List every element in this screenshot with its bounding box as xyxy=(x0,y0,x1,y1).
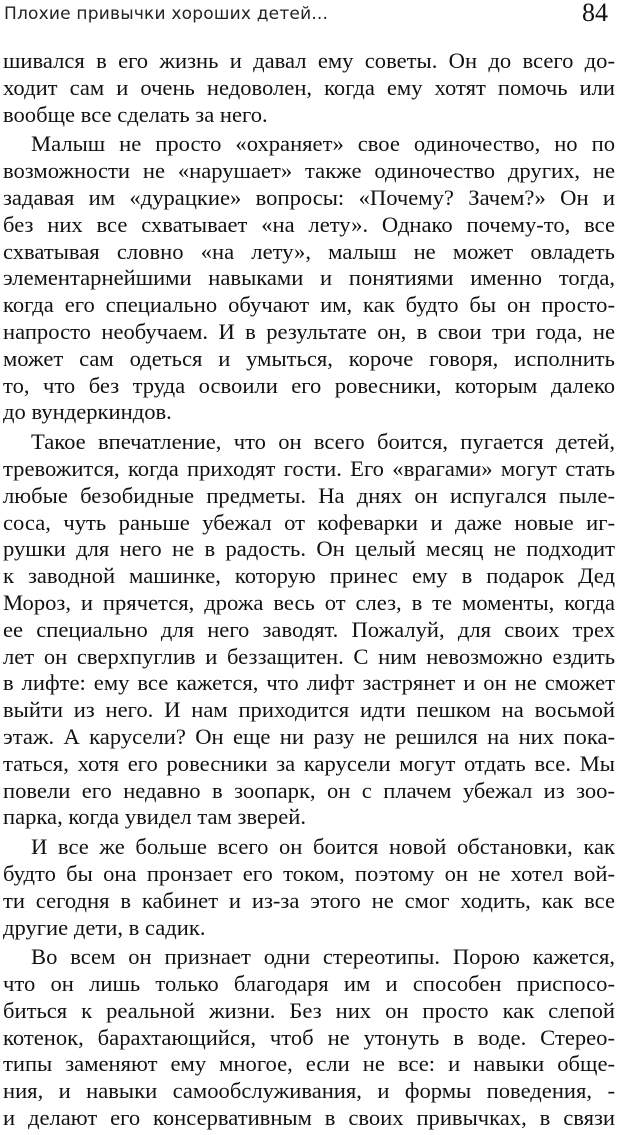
text-line: любые безобидные предметы. На днях он испугался пыле- xyxy=(3,482,615,508)
text-line: Мороз, и прячется, дрожа весь от слез, в те моменты, когда xyxy=(3,589,615,615)
text-line: тревожится, когда приходят гости. Его «врагами» могут стать xyxy=(3,455,615,481)
text-line: ходит сам и очень недоволен, когда ему хотят помочь или xyxy=(3,74,615,100)
text-line: элементарнейшими навыками и понятиями именно тогда, xyxy=(3,265,615,291)
text-line: что он лишь только благодаря им и способен приспосо- xyxy=(3,971,615,997)
text-line: будто бы она пронзает его током, поэтому он не хотел вой- xyxy=(3,860,615,886)
text-line: шивался в его жизнь и давал ему советы. Он до всего до- xyxy=(3,48,615,73)
page-number: 84 xyxy=(582,0,608,27)
running-head-title: Плохие привычки хороших детей... xyxy=(4,4,329,24)
text-line: когда его специально обучают им, как будто бы он просто- xyxy=(3,292,615,318)
text-line: то, что без труда освоили его ровесники, которым далеко xyxy=(3,372,615,398)
text-line: другие дети, в садик. xyxy=(3,914,206,940)
text-line: выйти из него. И нам приходится идти пешком на восьмой xyxy=(3,697,615,723)
paragraph-3 xyxy=(3,429,615,831)
text-line: задавая им «дурацкие» вопросы: «Почему? Зачем?» Он и xyxy=(3,184,615,210)
text-line: лет он сверхпуглив и беззащитен. С ним невозможно ездить xyxy=(3,643,615,669)
text-line: котенок, барахтающийся, чтоб не утонуть в воде. Стерео- xyxy=(3,1024,615,1050)
text-line: к заводной машинке, которую принес ему в подарок Дед xyxy=(3,563,615,589)
paragraph-5 xyxy=(3,944,615,1132)
text-line: и делают его консервативным в своих привычках, в связи xyxy=(3,1105,615,1131)
text-line: повели его недавно в зоопарк, он с плачем убежал из зоо- xyxy=(3,777,615,803)
text-line: Малыш не просто «охраняет» свое одиночество, но по xyxy=(31,131,615,157)
text-line: возможности не «нарушает» также одиночество других, не xyxy=(3,158,615,184)
text-line: до вундеркиндов. xyxy=(3,399,172,425)
text-line: ти сегодня в кабинет и из-за этого не смог ходить, как все xyxy=(3,887,615,913)
text-line: Такое впечатление, что он всего боится, пугается детей, xyxy=(31,429,615,455)
text-line: вообще все сделать за него. xyxy=(3,101,268,127)
text-line: рушки для него не в радость. Он целый месяц не подходит xyxy=(3,536,615,562)
text-line: И все же больше всего он боится новой обстановки, как xyxy=(31,834,615,860)
text-line: ния, и навыки самообслуживания, и формы поведения, - xyxy=(3,1078,615,1104)
paragraph-1 xyxy=(3,48,615,128)
text-line: этаж. А карусели? Он еще ни разу не решился на них пока- xyxy=(3,723,615,749)
body-text xyxy=(3,48,615,1135)
paragraph-4 xyxy=(3,834,615,941)
text-line: в лифте: ему все кажется, что лифт застрянет и он не сможет xyxy=(3,670,615,696)
text-line: биться к реальной жизни. Без них он просто как слепой xyxy=(3,997,615,1023)
text-line: напросто необучаем. И в результате он, в свои три года, не xyxy=(3,318,615,344)
text-line: ее специально для него заводят. Пожалуй, для своих трех xyxy=(3,616,615,642)
paragraph-2 xyxy=(3,131,615,426)
text-line: соса, чуть раньше убежал от кофеварки и даже новые иг- xyxy=(3,509,615,535)
text-line: типы заменяют ему многое, если не все: и навыки обще- xyxy=(3,1051,615,1077)
text-line: может сам одеться и умыться, короче говоря, исполнить xyxy=(3,345,615,371)
text-line: Во всем он признает одни стереотипы. Порою кажется, xyxy=(31,944,615,970)
text-line: парка, когда увидел там зверей. xyxy=(3,804,306,830)
text-line: схватывая словно «на лету», малыш не может овладеть xyxy=(3,238,615,264)
text-line: без них все схватывает «на лету». Однако почему-то, все xyxy=(3,211,615,237)
text-line: таться, хотя его ровесники за карусели могут отдать все. Мы xyxy=(3,750,615,776)
